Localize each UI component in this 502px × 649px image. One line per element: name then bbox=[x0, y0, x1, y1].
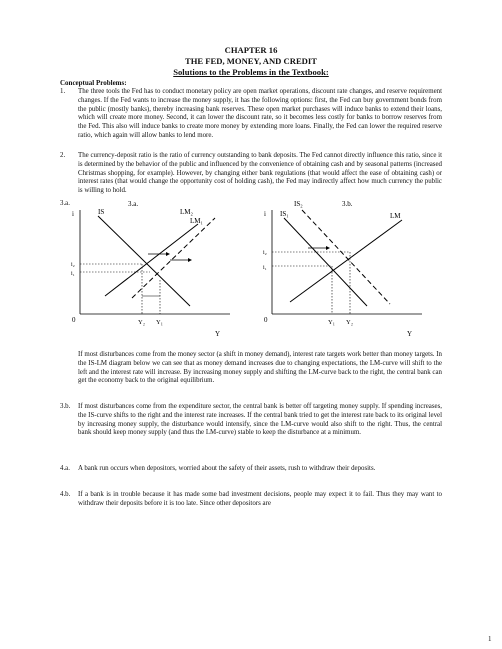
item-number: 4.a. bbox=[60, 465, 70, 472]
problem-3a-text: If most disturbances come from the money sector (a shift in money demand), interest rate targets work better than money targets. In the IS-LM diagram below we can see that as money demand increases due to changing expectations, the LM-curve will shift to the left and the interest rate will increase. By increasing money supply and shifting the LM-curve back to the right, the central bank can get the economy back to the original equilibrium. bbox=[78, 351, 442, 385]
conceptual-problems-heading: Conceptual Problems: bbox=[60, 79, 127, 87]
problem-2-text: The currency-deposit ratio is the ratio of currency outstanding to bank deposits. The Fed cannot directly influence this ratio, since it is determined by the behavior of the public and influenced by the convenience of obtaining cash and by seasonal patterns (increased Christmas shopping, for example). However, by changing either bank regulations (that would affect the ease of obtaining cash) or interest rates (that would change the opportunity cost of holding cash), the Fed may indirectly affect how much currency the public is willing to hold. bbox=[78, 152, 442, 194]
curve-label-lm: LM bbox=[390, 212, 401, 220]
figure-a-label: 3.a. bbox=[60, 200, 70, 207]
tick-i2: i₂ bbox=[263, 250, 267, 256]
chapter-heading: CHAPTER 16 bbox=[224, 45, 278, 55]
axis-label-y: Y bbox=[407, 330, 413, 338]
tick-i1: i₁ bbox=[71, 271, 75, 277]
problem-4b-text: If a bank is in trouble because it has made some bad investment decisions, people may expect it to fail. Thus they may want to withdraw their deposits before it is too late. Since other depositors are bbox=[78, 491, 442, 507]
section-subtitle: Solutions to the Problems in the Textbook: bbox=[173, 67, 329, 77]
lm-curve bbox=[290, 220, 402, 302]
tick-y2: Y₂ bbox=[346, 319, 353, 326]
is2-curve bbox=[302, 210, 390, 304]
figure-b-caption: 3.b. bbox=[342, 200, 353, 208]
tick-i1: i₁ bbox=[263, 265, 267, 271]
item-number: 2. bbox=[60, 152, 66, 159]
curve-label-is2: IS₂ bbox=[294, 200, 303, 208]
curve-label-lm2: LM₂ bbox=[180, 208, 193, 216]
curve-label-lm1: LM₁ bbox=[190, 217, 203, 225]
tick-y1: Y₁ bbox=[156, 319, 163, 326]
curve-label-is: IS bbox=[98, 208, 105, 216]
problem-1-text: The three tools the Fed has to conduct monetary policy are open market operations, discount rate changes, and reserve requirement changes. If the Fed wants to increase the money supply, it has the following options: first, the Fed can buy government bonds from the public (mostly banks), thereby increasing bank reserves. These open market purchases will induce banks to extend their loans, which will create more money. Second, it can lower the discount rate, so it becomes less costly for banks to borrow reserves from the Fed. This also will induce banks to create more money by extending more loans. Finally, the Fed can lower the required reserve ratio, which again will allow banks to lend more. bbox=[78, 88, 442, 139]
chapter-title: THE FED, MONEY, AND CREDIT bbox=[185, 56, 317, 66]
problem-4a-text: A bank run occurs when depositors, worried about the safety of their assets, rush to withdraw their deposits. bbox=[78, 465, 376, 472]
tick-y2: Y₂ bbox=[138, 319, 145, 326]
tick-y1: Y₁ bbox=[328, 319, 335, 326]
page-number: 1 bbox=[488, 635, 492, 643]
figure-a-caption: 3.a. bbox=[128, 200, 139, 208]
item-number: 1. bbox=[60, 88, 66, 95]
item-number: 4.b. bbox=[60, 491, 71, 498]
is-curve bbox=[98, 216, 190, 306]
lm2-curve bbox=[132, 218, 215, 298]
tick-i2: i₂ bbox=[71, 262, 75, 268]
figure-3b-is-lm bbox=[262, 196, 432, 344]
origin-label: 0 bbox=[264, 316, 268, 324]
problem-3b-text: If most disturbances come from the expenditure sector, the central bank is better off targeting money supply. If spending increases, the IS-curve shifts to the right and the interest rate increases. If the central bank tried to get the interest rate back to its original level by increasing money supply, the disturbance would intensify, since the LM-curve would also shift to the right. Thus, the central bank should keep money supply (and thus the LM-curve) stable to keep the disturbance at a minimum. bbox=[78, 403, 442, 437]
figure-3a-is-lm bbox=[70, 196, 240, 344]
curve-label-is1: IS₁ bbox=[280, 210, 289, 218]
axis-label-i: i bbox=[72, 210, 74, 218]
is1-curve bbox=[284, 218, 367, 306]
item-number: 3.b. bbox=[60, 403, 71, 410]
origin-label: 0 bbox=[72, 316, 76, 324]
axis-label-y: Y bbox=[215, 330, 221, 338]
axis-label-i: i bbox=[264, 210, 266, 218]
